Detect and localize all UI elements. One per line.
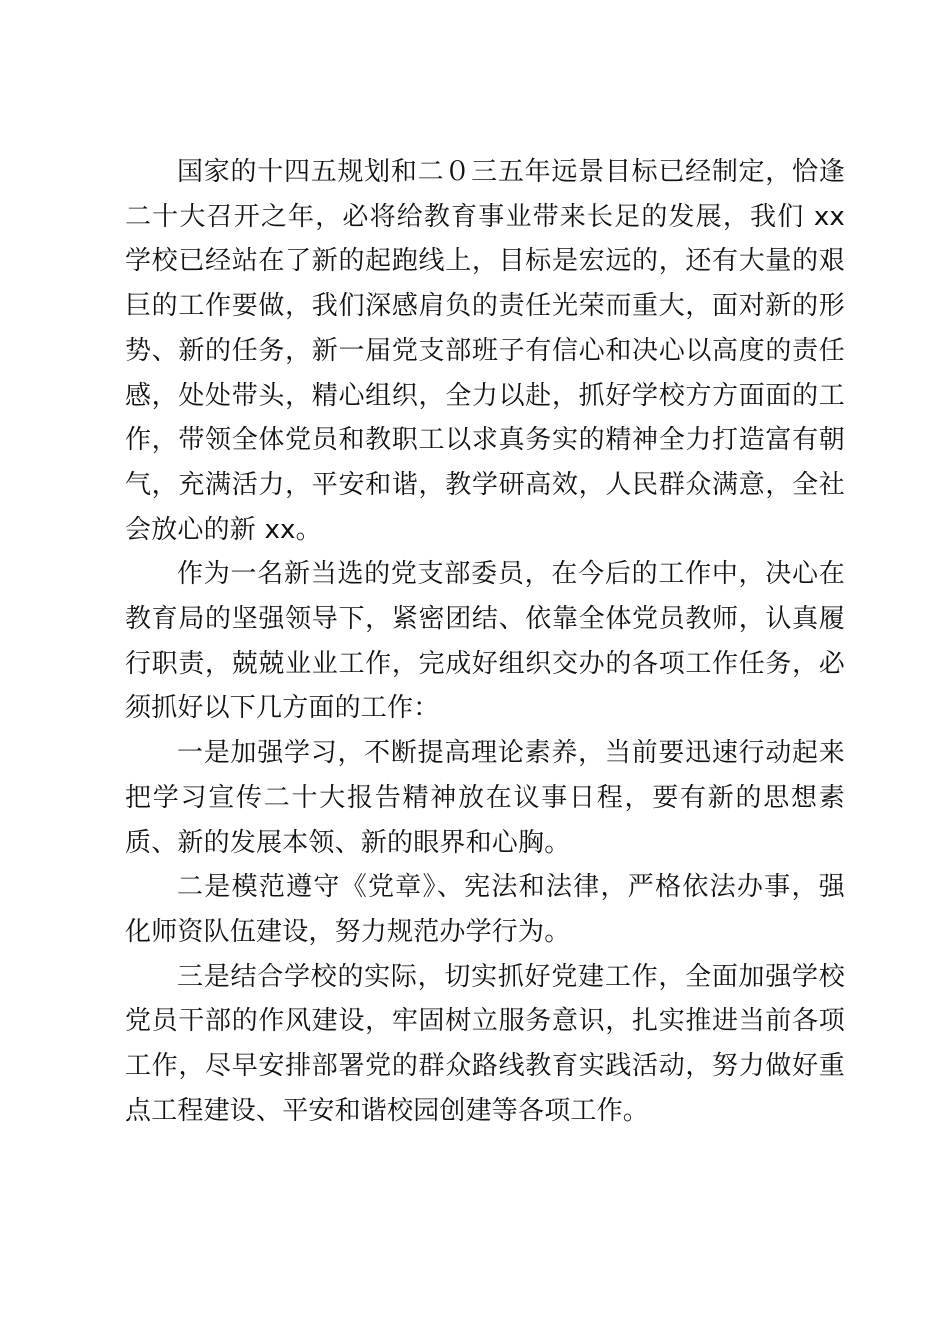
paragraph-vision: 国家的十四五规划和二０三五年远景目标已经制定，恰逢二十大召开之年，必将给教育事业带来长足的发展，我们 xx 学校已经站在了新的起跑线上，目标是宏远的，还有大量的艰巨的工作要做，我们深感肩负的责任光荣而重大，面对新的形势、新的任务，新一届党支部班子有信心和决心以高度的责任感，处处带头，精心组织，全力以赴，抓好学校方方面面的工作，带领全体党员和教职工以求真务实的精神全力打造富有朝气，充满活力，平安和谐，教学研高效，人民群众满意，全社会放心的新 xx。 <box>125 157 845 545</box>
paragraph-point-three: 三是结合学校的实际，切实抓好党建工作，全面加强学校党员干部的作风建设，牢固树立服务意识，扎实推进当前各项工作，尽早安排部署党的群众路线教育实践活动，努力做好重点工程建设、平安和谐校园创建等各项工作。 <box>125 961 845 1126</box>
paragraph-point-two: 二是模范遵守《党章》、宪法和法律，严格依法办事，强化师资队伍建设，努力规范办学行为。 <box>125 872 845 947</box>
paragraph-commitment: 作为一名新当选的党支部委员，在今后的工作中，决心在教育局的坚强领导下，紧密团结、依靠全体党员教师，认真履行职责，兢兢业业工作，完成好组织交办的各项工作任务，必须抓好以下几方面的工作： <box>125 559 845 724</box>
paragraph-point-one: 一是加强学习，不断提高理论素养，当前要迅速行动起来把学习宣传二十大报告精神放在议事日程，要有新的思想素质、新的发展本领、新的眼界和心胸。 <box>125 738 845 858</box>
document-body <box>125 150 845 1133</box>
